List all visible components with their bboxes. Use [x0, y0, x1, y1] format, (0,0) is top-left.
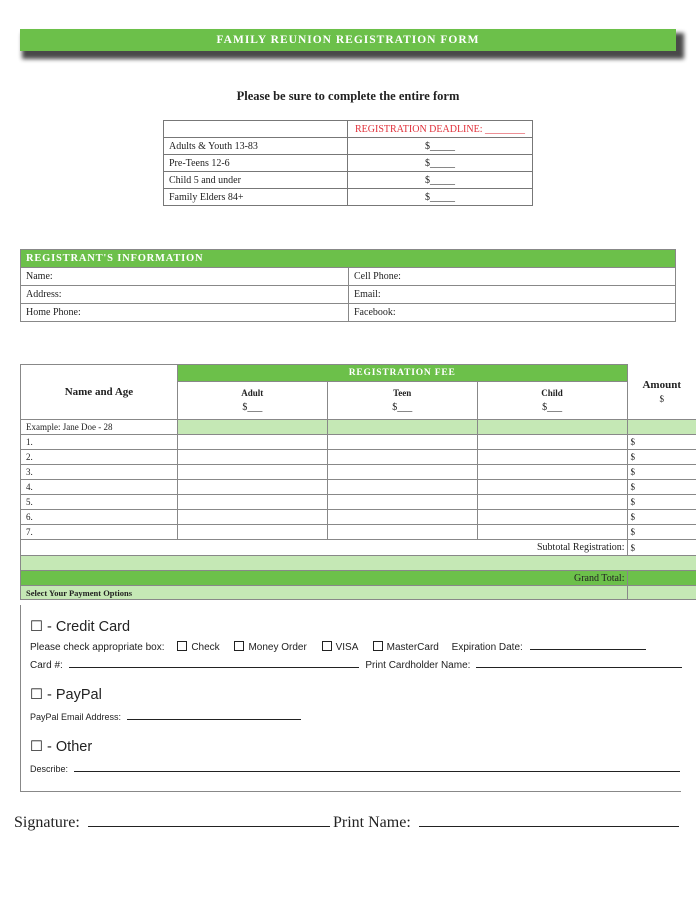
attendee-row-7-child[interactable] — [477, 525, 627, 540]
credit-card-option[interactable]: ☐ - Credit Card — [30, 619, 131, 635]
paypal-email-label: PayPal Email Address: — [30, 712, 122, 722]
adult-column-label: Adult — [241, 388, 264, 399]
facebook-field[interactable]: Facebook: — [349, 304, 676, 322]
teen-column-label: Teen — [393, 388, 412, 399]
attendee-row-5-teen[interactable] — [327, 495, 477, 510]
attendee-row-5-child[interactable] — [477, 495, 627, 510]
example-row-label: Example: Jane Doe - 28 — [21, 420, 178, 435]
attendee-row-4-amount[interactable]: $ — [627, 480, 696, 495]
check-option[interactable] — [177, 642, 219, 653]
check-prompt: Please check appropriate box: — [30, 642, 165, 653]
attendee-row-3-teen[interactable] — [327, 465, 477, 480]
attendee-row-2-name[interactable]: 2. — [21, 450, 178, 465]
describe-label: Describe: — [30, 764, 69, 774]
paypal-option[interactable]: ☐ - PayPal — [30, 687, 102, 703]
amount-header-dollar: $ — [659, 394, 664, 405]
price-value-preteens[interactable]: $_____ — [348, 155, 533, 172]
payment-options-amount — [627, 586, 696, 600]
child-column-label: Child — [541, 388, 563, 399]
checkbox-icon[interactable] — [322, 641, 332, 651]
attendee-row-6-amount[interactable]: $ — [627, 510, 696, 525]
grand-total-amount[interactable] — [627, 571, 696, 586]
describe-field[interactable] — [74, 762, 680, 772]
registration-deadline[interactable]: REGISTRATION DEADLINE: ________ — [348, 121, 533, 138]
amount-header-label: Amount — [642, 379, 681, 392]
registrant-info-header: REGISTRANT'S INFORMATION — [21, 250, 676, 268]
attendee-row-2-adult[interactable] — [177, 450, 327, 465]
attendee-row-5-amount[interactable]: $ — [627, 495, 696, 510]
attendee-row-3-child[interactable] — [477, 465, 627, 480]
attendee-row-6-adult[interactable] — [177, 510, 327, 525]
registrant-info-table — [20, 249, 676, 322]
checkbox-icon[interactable] — [234, 641, 244, 651]
attendee-row-4-child[interactable] — [477, 480, 627, 495]
attendee-row-4-adult[interactable] — [177, 480, 327, 495]
attendee-row-6-teen[interactable] — [327, 510, 477, 525]
cell-phone-field[interactable]: Cell Phone: — [349, 268, 676, 286]
attendee-row-7-name[interactable]: 7. — [21, 525, 178, 540]
amount-header — [627, 365, 696, 420]
home-phone-field[interactable]: Home Phone: — [21, 304, 349, 322]
attendee-row-4-name[interactable]: 4. — [21, 480, 178, 495]
attendee-row-2-child[interactable] — [477, 450, 627, 465]
attendee-row-4-teen[interactable] — [327, 480, 477, 495]
expiration-date-label: Expiration Date: — [451, 642, 523, 653]
attendee-row-5-name[interactable]: 5. — [21, 495, 178, 510]
example-child-cell — [477, 420, 627, 435]
card-number-label: Card #: — [30, 660, 63, 671]
subtotal-label: Subtotal Registration: — [21, 540, 628, 556]
child-column-price[interactable]: $___ — [542, 402, 563, 414]
visa-option-label: VISA — [335, 642, 358, 653]
registration-fee-header: REGISTRATION FEE — [177, 365, 627, 382]
child-column-header — [477, 382, 627, 420]
form-subtitle: Please be sure to complete the entire form — [236, 89, 460, 103]
print-name-row — [333, 814, 679, 832]
price-label-child: Child 5 and under — [164, 172, 348, 189]
print-name-field[interactable] — [419, 814, 679, 827]
mastercard-option-label: MasterCard — [386, 642, 439, 653]
card-number-row — [30, 658, 682, 671]
form-title-banner: FAMILY REUNION REGISTRATION FORM — [20, 29, 676, 51]
price-table — [163, 120, 533, 206]
attendee-row-3-name[interactable]: 3. — [21, 465, 178, 480]
price-label-adults: Adults & Youth 13-83 — [164, 138, 348, 155]
attendee-row-1-name[interactable]: 1. — [21, 435, 178, 450]
attendee-row-2-amount[interactable]: $ — [627, 450, 696, 465]
price-value-child[interactable]: $_____ — [348, 172, 533, 189]
paypal-email-row — [30, 710, 301, 722]
attendee-row-6-name[interactable]: 6. — [21, 510, 178, 525]
checkbox-icon[interactable] — [177, 641, 187, 651]
attendee-row-7-amount[interactable]: $ — [627, 525, 696, 540]
teen-column-header — [327, 382, 477, 420]
email-field[interactable]: Email: — [349, 286, 676, 304]
price-table-blank-cell — [164, 121, 348, 138]
payment-options-label: Select Your Payment Options — [21, 586, 628, 600]
attendee-row-2-teen[interactable] — [327, 450, 477, 465]
money-order-option-label: Money Order — [248, 642, 307, 653]
cardholder-name-label: Print Cardholder Name: — [365, 660, 471, 671]
subtotal-amount[interactable]: $ — [627, 540, 696, 556]
spacer-band — [21, 556, 696, 571]
attendee-row-1-adult[interactable] — [177, 435, 327, 450]
name-age-header: Name and Age — [21, 365, 178, 420]
attendee-row-1-teen[interactable] — [327, 435, 477, 450]
registration-fee-table — [20, 364, 696, 600]
attendee-row-7-adult[interactable] — [177, 525, 327, 540]
signature-label: Signature: — [14, 814, 80, 831]
price-label-preteens: Pre-Teens 12-6 — [164, 155, 348, 172]
example-teen-cell — [327, 420, 477, 435]
check-option-label: Check — [191, 642, 220, 653]
adult-column-price[interactable]: $___ — [242, 402, 263, 414]
attendee-row-1-child[interactable] — [477, 435, 627, 450]
signature-field[interactable] — [88, 814, 330, 827]
attendee-row-7-teen[interactable] — [327, 525, 477, 540]
attendee-row-3-amount[interactable]: $ — [627, 465, 696, 480]
credit-card-check-row — [30, 640, 646, 653]
print-name-label: Print Name: — [333, 814, 411, 831]
other-option[interactable]: ☐ - Other — [30, 739, 93, 755]
paypal-email-field[interactable] — [127, 710, 301, 720]
money-order-option[interactable] — [234, 642, 306, 653]
cardholder-name-field[interactable] — [476, 658, 682, 668]
signature-row — [14, 814, 330, 832]
price-value-adults[interactable]: $_____ — [348, 138, 533, 155]
card-number-field[interactable] — [69, 658, 359, 668]
attendee-row-6-child[interactable] — [477, 510, 627, 525]
attendee-row-3-adult[interactable] — [177, 465, 327, 480]
attendee-row-5-adult[interactable] — [177, 495, 327, 510]
name-field[interactable]: Name: — [21, 268, 349, 286]
attendee-row-1-amount[interactable]: $ — [627, 435, 696, 450]
mastercard-option[interactable] — [373, 642, 439, 653]
payment-options-box — [20, 605, 681, 792]
price-value-elders[interactable]: $_____ — [348, 189, 533, 206]
adult-column-header — [177, 382, 327, 420]
address-field[interactable]: Address: — [21, 286, 349, 304]
price-label-elders: Family Elders 84+ — [164, 189, 348, 206]
teen-column-price[interactable]: $___ — [392, 402, 413, 414]
checkbox-icon[interactable] — [373, 641, 383, 651]
other-describe-row — [30, 762, 680, 774]
grand-total-label: Grand Total: — [21, 571, 628, 586]
expiration-date-field[interactable] — [530, 640, 646, 650]
example-amount-cell — [627, 420, 696, 435]
example-adult-cell — [177, 420, 327, 435]
visa-option[interactable] — [322, 642, 358, 653]
